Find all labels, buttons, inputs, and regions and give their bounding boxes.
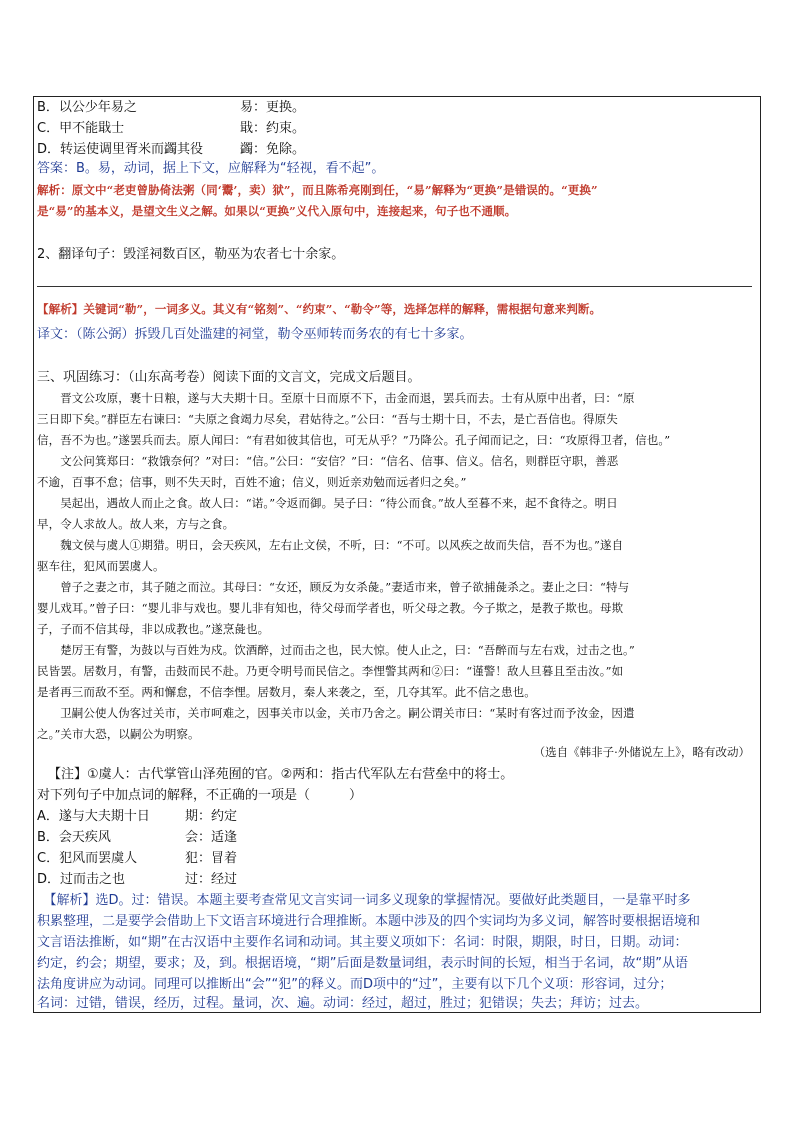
passage-line: 是者再三而敌不至。两和懈怠，不信李悝。居数月，秦人来袭之，至，几夺其军。此不信之患也。 [37, 685, 536, 699]
passage-line: 之。”关市大恐，以嗣公为明察。 [37, 727, 200, 741]
passage-line: 婴儿戏耳。”曾子曰：“婴儿非与戏也。婴儿非有知也，待父母而学者也，听父母之教。今子欺之，是教子欺也。母欺 [37, 601, 624, 615]
passage-line: 三日即下矣。”群臣左右谏曰：“夫原之食竭力尽矣，君姑待之。”公曰：“吾与士期十日，不去，是亡吾信也。得原失 [37, 412, 618, 426]
passage-line: 早，令人求故人。故人来，方与之食。 [37, 517, 235, 531]
option-b: B．会天疾风 [37, 830, 111, 845]
option-d-gloss: 过：经过 [185, 872, 238, 887]
question-3: 对下列句子中加点词的解释，不正确的一项是（ ） [37, 788, 363, 803]
analysis-3-line-6: 名词：过错，错误，经历，过程。量词，次、遍。动词：经过，超过，胜过；犯错误；失去；拜访；过去。 [37, 996, 649, 1011]
analysis-1-line-2: 是“易”的基本义，是望文生义之解。如果以“更换”义代入原句中，连接起来，句子也不通顺。 [37, 204, 517, 218]
passage-line: 魏文侯与虞人①期猎。明日，会天疾风，左右止文侯，不听，曰：“不可。以风疾之故而失信，吾不为也。”遂自 [37, 538, 624, 552]
answer-1: 答案：B。易，动词，据上下文，应解释为“轻视，看不起”。 [37, 161, 385, 176]
option-d-top: D．转运使调里胥米而蠲其役 [37, 142, 204, 157]
passage-line: 信，吾不为也。”遂罢兵而去。原人闻曰：“有君如彼其信也，可无从乎？”乃降公。孔子闻而记之，曰：“攻原得卫者，信也。” [37, 433, 671, 447]
option-a-gloss: 期：约定 [185, 809, 238, 824]
passage-line: 子，子而不信其母，非以成教也。”遂烹彘也。 [37, 622, 270, 636]
option-c-top: C．甲不能戢士 [37, 121, 125, 136]
passage-line: 吴起出，遇故人而止之食。故人曰：“诺。”令返而御。吴子曰：“待公而食。”故人至暮不来，起不食待之。明日 [37, 496, 618, 510]
passage-line: 不逾，百事不怠；信事，则不失天时，百姓不逾；信义，则近亲劝勉而远者归之矣。” [37, 475, 467, 489]
option-c-gloss: 犯：冒着 [185, 851, 238, 866]
analysis-2: 【解析】关键词“勒”，一词多义。其义有“铭刻”、“约束”、“勒令”等，选择怎样的解释，需根据句意来判断。 [37, 302, 602, 316]
passage-line: 卫嗣公使人伪客过关市，关市呵难之，因事关市以金，关市乃舍之。嗣公谓关市曰：“某时有客过而予汝金，因遣 [37, 706, 635, 720]
option-c-top-gloss: 戢：约束。 [240, 121, 306, 136]
passage-source: （选自《韩非子·外储说左上》，略有改动） [533, 745, 750, 759]
option-c: C．犯风而罢虞人 [37, 851, 138, 866]
option-b-gloss: 会：适逢 [185, 830, 238, 845]
passage-line: 驱车往，犯风而罢虞人。 [37, 559, 165, 573]
analysis-3-line-4: 约定，约会；期望，要求；及，到。根据语境，“期”后面是数量词组，表示时间的长短，相当于名词，故“期”从语 [37, 956, 688, 971]
option-a: A．遂与大夫期十日 [37, 809, 150, 824]
option-d-top-gloss: 蠲：免除。 [240, 142, 306, 157]
option-b-top-gloss: 易：更换。 [240, 100, 306, 115]
question-2: 2、翻译句子：毁淫祠数百区，勒巫为农者七十余家。 [37, 247, 345, 262]
passage-line: 民皆罢。居数月，有警，击鼓而民不赴。乃更令明号而民信之。李悝警其两和②曰：“谨警！敌人旦暮且至击汝。”如 [37, 664, 624, 678]
analysis-1-line-1: 解析：原文中“老吏曾胁倚法粥（同‘鬻’，卖）狱”，而且陈希亮刚到任，“易”解释为“更换”是错误的。“更换” [37, 183, 598, 197]
passage-line: 楚厉王有警，为鼓以与百姓为戍。饮酒醉，过而击之也，民大惊。使人止之，曰：“吾醉而与左右戏，过击之也。” [37, 643, 635, 657]
passage-line: 晋文公攻原，裹十日粮，遂与大夫期十日。至原十日而原不下，击金而退，罢兵而去。士有从原中出者，曰：“原 [37, 391, 635, 405]
analysis-3-line-2: 积累整理，二是要学会借助上下文语言环境进行合理推断。本题中涉及的四个实词均为多义词，解答时要根据语境和 [37, 914, 701, 929]
analysis-3-line-5: 法角度讲应为动词。同理可以推断出“会”“犯”的释义。而D项中的“过”，主要有以下几个义项：形容词，过分； [37, 977, 673, 992]
option-b-top: B．以公少年易之 [37, 100, 137, 115]
section-3-title: 三、巩固练习：（山东高考卷）阅读下面的文言文，完成文后题目。 [37, 370, 421, 385]
translation-2: 译文：（陈公弼）拆毁几百处滥建的祠堂，勒令巫师转而务农的有七十多家。 [37, 327, 473, 342]
passage-line: 曾子之妻之市，其子随之而泣。其母曰：“女还，顾反为女杀彘。”妻适市来，曾子欲捕彘杀之。妻止之曰：“特与 [37, 580, 630, 594]
answer-line [37, 286, 752, 287]
analysis-3-line-1: 【解析】选D。过：错误。本题主要考查常见文言实词一词多义现象的掌握情况。要做好此类题目，一是靠平时多 [37, 893, 691, 908]
passage-line: 文公问箕郑曰：“救饿奈何？”对曰：“信。”公曰：“安信？”曰：“信名、信事、信义。信名，则群臣守职，善恶 [37, 454, 619, 468]
note: 【注】①虞人：古代掌管山泽苑囿的官。②两和：指古代军队左右营垒中的将士。 [48, 767, 514, 782]
option-d: D．过而击之也 [37, 872, 126, 887]
analysis-3-line-3: 文言语法推断，如“期”在古汉语中主要作名词和动词。其主要义项如下：名词：时限，期限，时日，日期。动词： [37, 935, 688, 950]
